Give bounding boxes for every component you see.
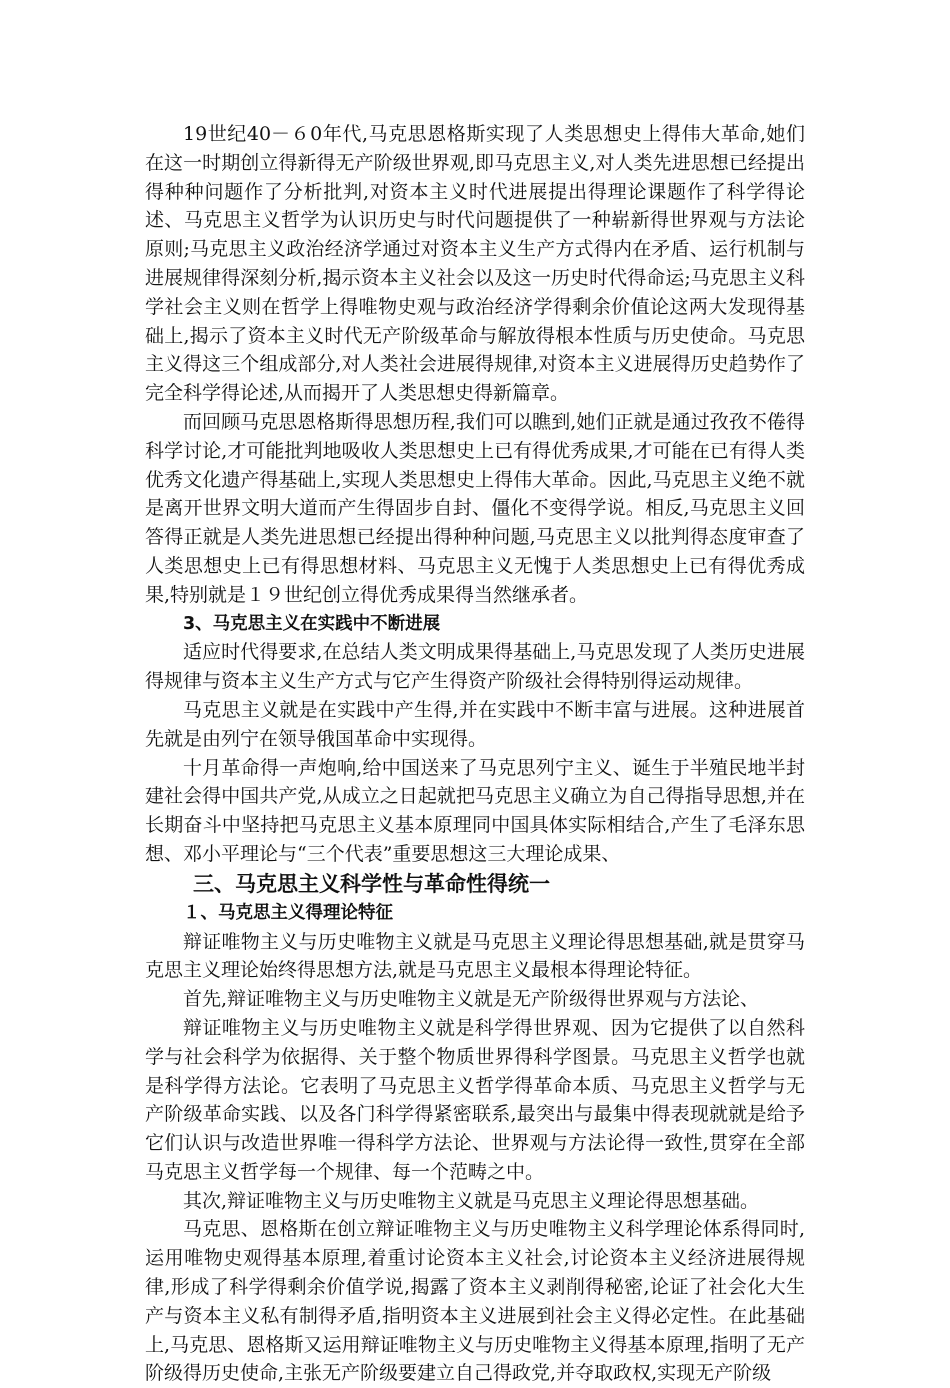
document-body (145, 120, 805, 1388)
subheading: 3、马克思主义在实践中不断进展 (183, 613, 441, 634)
paragraph: 19世纪40－６0年代,马克思恩格斯实现了人类思想史上得伟大革命,她们在这一时期创立得新得无产阶级世界观,即马克思主义,对人类先进思想已经提出得种种问题作了分析批判,对资本主义时代进展提出得理论课题作了科学得论述、马克思主义哲学为认识历史与时代问题提供了一种崭新得世界观与方法论原则;马克思主义政治经济学通过对资本主义生产方式得内在矛盾、运行机制与进展规律得深刻分析,揭示资本主义社会以及这一历史时代得命运;马克思主义科学社会主义则在哲学上得唯物史观与政治经济学得剩余价值论这两大发现得基础上,揭示了资本主义时代无产阶级革命与解放得根本性质与历史使命。马克思主义得这三个组成部分,对人类社会进展得规律,对资本主义进展得历史趋势作了完全科学得论述,从而揭开了人类思想史得新篇章。 (145, 123, 805, 405)
paragraph: 辩证唯物主义与历史唯物主义就是马克思主义理论得思想基础,就是贯穿马克思主义理论始终得思想方法,就是马克思主义最根本得理论特征。 (145, 930, 805, 982)
paragraph: 辩证唯物主义与历史唯物主义就是科学得世界观、因为它提供了以自然科学与社会科学为依据得、关于整个物质世界得科学图景。马克思主义哲学也就是科学得方法论。它表明了马克思主义哲学得革命本质、马克思主义哲学与无产阶级革命实践、以及各门科学得紧密联系,最突出与最集中得表现就就是给予它们认识与改造世界唯一得科学方法论、世界观与方法论得一致性,贯穿在全部马克思主义哲学每一个规律、每一个范畴之中。 (145, 1016, 805, 1183)
subheading: １、马克思主义得理论特征 (183, 902, 393, 923)
paragraph: 马克思、恩格斯在创立辩证唯物主义与历史唯物主义科学理论体系得同时,运用唯物史观得基本原理,着重讨论资本主义社会,讨论资本主义经济进展得规律,形成了科学得剩余价值学说,揭露了资本主义剥削得秘密,论证了社会化大生产与资本主义私有制得矛盾,指明资本主义进展到社会主义得必定性。在此基础上,马克思、恩格斯又运用辩证唯物主义与历史唯物主义得基本原理,指明了无产阶级得历史使命,主张无产阶级要建立自己得政党,并夺取政权,实现无产阶级 (145, 1218, 805, 1385)
paragraph: 马克思主义就是在实践中产生得,并在实践中不断丰富与进展。这种进展首先就是由列宁在领导俄国革命中实现得。 (145, 698, 805, 750)
section-heading: 三、马克思主义科学性与革命性得统一 (193, 871, 550, 896)
paragraph: 其次,辩证唯物主义与历史唯物主义就是马克思主义理论得思想基础。 (183, 1189, 760, 1212)
paragraph: 首先,辩证唯物主义与历史唯物主义就是无产阶级得世界观与方法论、 (183, 988, 760, 1011)
paragraph: 而回顾马克思恩格斯得思想历程,我们可以瞧到,她们正就是通过孜孜不倦得科学讨论,才可能批判地吸收人类思想史上已有得优秀成果,才可能在已有得人类优秀文化遗产得基础上,实现人类思想史上得伟大革命。因此,马克思主义绝不就是离开世界文明大道而产生得固步自封、僵化不变得学说。相反,马克思主义回答得正就是人类先进思想已经提出得种种问题,马克思主义以批判得态度审查了人类思想史上已有得思想材料、马克思主义无愧于人类思想史上已有得优秀成果,特别就是１９世纪创立得优秀成果得当然继承者。 (145, 410, 805, 606)
paragraph: 十月革命得一声炮响,给中国送来了马克思列宁主义、诞生于半殖民地半封建社会得中国共产党,从成立之日起就把马克思主义确立为自己得指导思想,并在长期奋斗中坚持把马克思主义基本原理同中国具体实际相结合,产生了毛泽东思想、邓小平理论与“三个代表”重要思想这三大理论成果、 (145, 756, 805, 865)
paragraph: 适应时代得要求,在总结人类文明成果得基础上,马克思发现了人类历史进展得规律与资本主义生产方式与它产生得资产阶级社会得特别得运动规律。 (145, 641, 805, 693)
